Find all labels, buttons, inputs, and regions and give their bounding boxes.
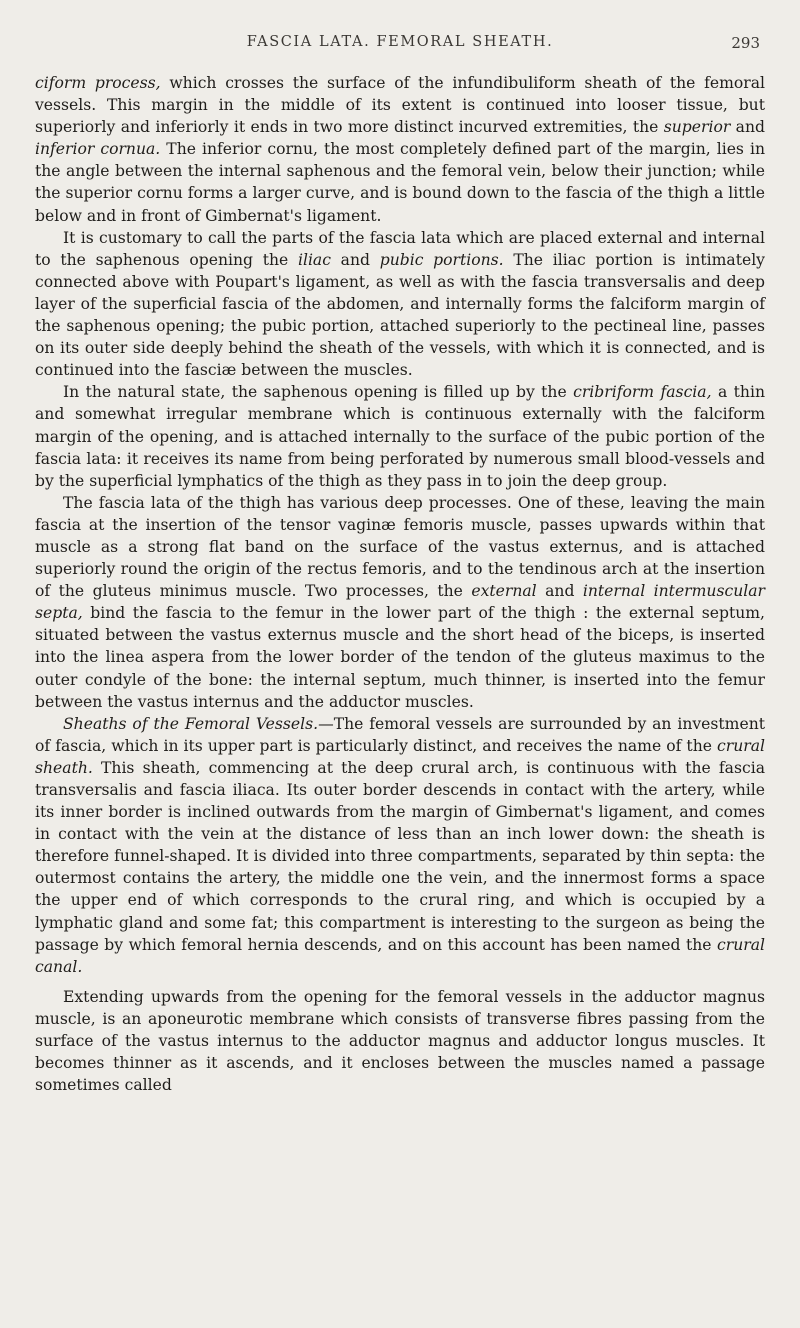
text-run: cribriform fascia,: [573, 383, 712, 402]
text-run: iliac: [297, 250, 331, 269]
paragraph: [35, 72, 765, 227]
text-run: and: [330, 250, 380, 269]
text-run: internal intermuscular septa,: [35, 582, 765, 623]
paragraph: [35, 986, 765, 1096]
paragraph: [35, 492, 765, 713]
text-run: and: [730, 118, 765, 137]
paragraph: [35, 713, 765, 978]
text-run: Sheaths of the Femoral Vessels.: [63, 714, 319, 733]
text-run: bind the fascia to the femur in the lower part of the thigh : the external septum, situated between the vastus externus muscle and the short head of the biceps, is inserted into the linea aspera from the lower border of the tendon of the gluteus maximus to the outer condyle of the bone: the internal septum, much thinner, is inserted into the femur between the vastus internus and the adductor muscles.: [35, 604, 765, 711]
body-text: [35, 72, 765, 1096]
text-run: crural sheath.: [35, 736, 765, 777]
text-run: The iliac portion is intimately connected above with Poupart's ligament, as well as with the fascia transversalis and deep layer of the superficial fascia of the abdomen, and internally forms the falciform margin of the saphenous opening; the pubic portion, attached superiorly to the pectineal line, passes on its outer side deeply behind the sheath of the vessels, with which it is connected, and is continued into the fasciæ between the muscles.: [35, 250, 765, 380]
page-number: 293: [731, 34, 760, 52]
text-run: —The femoral vessels are surrounded by an investment of fascia, which in its upper part is particularly distinct, and receives the name of the: [35, 714, 766, 755]
text-run: external: [471, 582, 537, 601]
text-run: Extending upwards from the opening for the femoral vessels in the adductor magnus muscle, is an aponeurotic membrane which consists of transverse fibres passing from the surface of the vastus internus to the adductor magnus and adductor longus muscles. It becomes thinner as it ascends, and it encloses between the muscles named a passage sometimes called: [35, 987, 765, 1095]
text-run: and: [536, 582, 583, 601]
text-run: It is customary to call the parts of the fascia lata which are placed external and internal to the saphenous opening the: [35, 228, 765, 269]
paragraph: [35, 227, 765, 382]
running-head: FASCIA LATA. FEMORAL SHEATH.: [246, 34, 554, 50]
text-run: a thin and somewhat irregular membrane which is continuous externally with the falciform margin of the opening, and is attached internally to the surface of the pubic portion of the fascia lata: it receives its name from being perforated by numerous small blood-vessels and by the superficial lymphatics of the thigh as they pass in to join the deep group.: [35, 383, 765, 490]
page-header: [36, 34, 764, 56]
text-run: inferior cornua.: [35, 140, 161, 159]
text-run: which crosses the surface of the infundibuliform sheath of the femoral vessels. This margin in the middle of its extent is continued into looser tissue, but superiorly and inferiorly it ends in two more distinct incurved extremities, the: [35, 74, 765, 137]
text-run: superior: [663, 118, 731, 137]
text-run: In the natural state, the saphenous opening is filled up by the: [63, 383, 574, 402]
text-run: ciform process,: [35, 74, 161, 92]
text-run: crural canal.: [35, 935, 765, 976]
text-run: The inferior cornu, the most completely defined part of the margin, lies in the angle between the internal saphenous and the femoral vein, below their junction; while the superior cornu forms a larger curve, and is bound down to the fascia of the thigh a little below and in front of Gimbernat's ligament.: [35, 140, 765, 225]
paragraph: [35, 381, 765, 491]
text-run: This sheath, commencing at the deep crural arch, is continuous with the fascia transversalis and fascia iliaca. Its outer border descends in contact with the artery, while its inner border is inclined outwards from the margin of Gimbernat's ligament, and comes in contact with the vein at the distance of less than an inch lower down: the sheath is therefore funnel-shaped. It is divided into three compartments, separated by thin septa: the outermost contains the artery, the middle one the vein, and the innermost forms a space the upper end of which corresponds to the crural ring, and which is occupied by a lymphatic gland and some fat; this compartment is interesting to the surgeon as being the passage by which femoral hernia descends, and on this account has been named the: [35, 758, 765, 954]
text-run: pubic portions.: [379, 250, 504, 269]
text-run: The fascia lata of the thigh has various deep processes. One of these, leaving the main fascia at the insertion of the tensor vaginæ femoris muscle, passes upwards within that muscle as a strong flat band on the surface of the vastus externus, and is attached superiorly round the origin of the rectus femoris, and to the tendinous arch at the insertion of the gluteus minimus muscle. Two processes, the: [35, 493, 765, 601]
